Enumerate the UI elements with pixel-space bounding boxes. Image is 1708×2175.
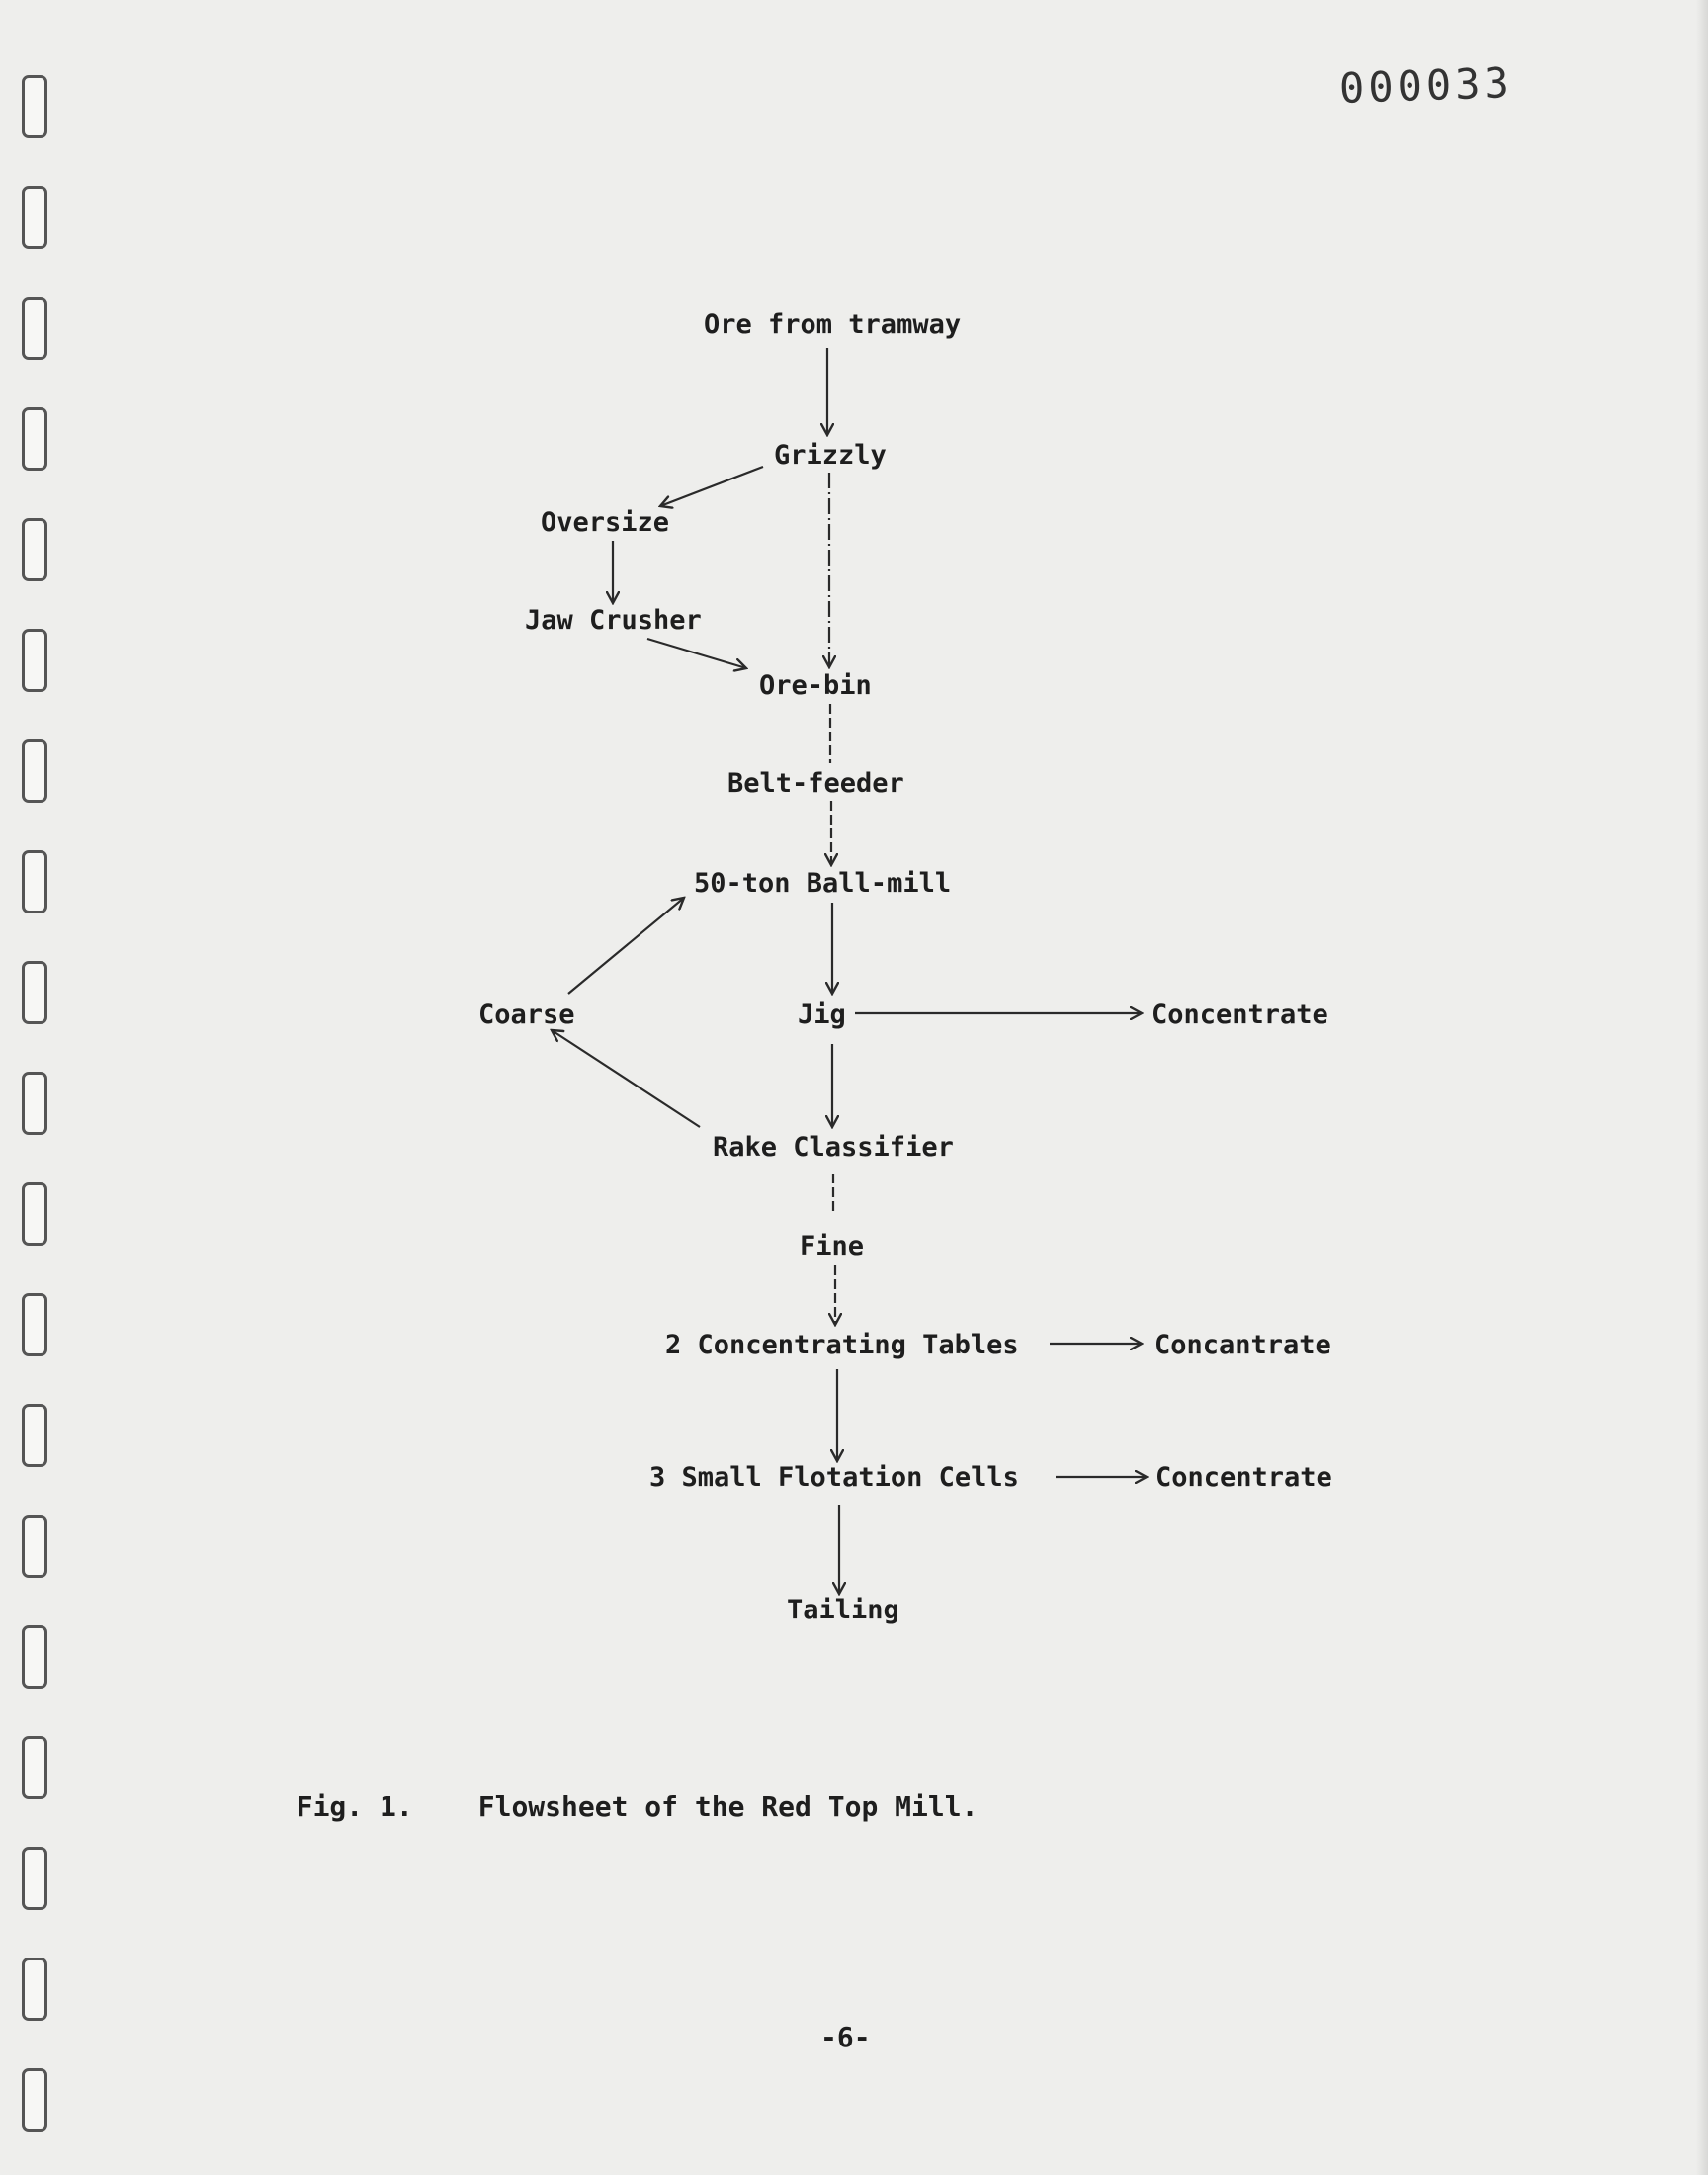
node-concentrate-flotation: Concentrate — [1155, 1462, 1332, 1493]
node-belt-feeder: Belt-feeder — [727, 768, 904, 799]
node-concentrate-tables: Concantrate — [1154, 1330, 1331, 1360]
node-rake-classifier: Rake Classifier — [713, 1132, 954, 1163]
document-number: 000033 — [1338, 57, 1514, 114]
page-number: -6- — [820, 2021, 871, 2053]
node-flotation-cells: 3 Small Flotation Cells — [649, 1462, 1019, 1493]
node-jaw-crusher: Jaw Crusher — [525, 605, 702, 636]
node-concentrating-tables: 2 Concentrating Tables — [665, 1330, 1019, 1360]
node-coarse: Coarse — [478, 1000, 575, 1030]
node-ball-mill: 50-ton Ball-mill — [694, 868, 952, 899]
node-grizzly: Grizzly — [774, 440, 887, 471]
edge-coarse-to-ball-mill — [568, 898, 684, 994]
figure-title: Flowsheet of the Red Top Mill. — [477, 1790, 979, 1823]
node-jig: Jig — [798, 1000, 846, 1030]
edge-grizzly-to-oversize — [660, 467, 763, 506]
node-concentrate-jig: Concentrate — [1152, 1000, 1328, 1030]
node-ore-bin: Ore-bin — [759, 670, 872, 701]
node-fine: Fine — [800, 1231, 865, 1262]
figure-label: Fig. 1. — [296, 1790, 413, 1823]
node-tailing: Tailing — [787, 1595, 899, 1625]
edge-rake-classifier-to-coarse — [552, 1030, 700, 1127]
edge-jaw-crusher-to-ore-bin — [647, 639, 746, 668]
flow-nodes — [478, 309, 1332, 1625]
figure-caption — [263, 1758, 978, 1823]
node-ore-from-tramway: Ore from tramway — [704, 309, 962, 340]
node-oversize: Oversize — [541, 507, 670, 538]
